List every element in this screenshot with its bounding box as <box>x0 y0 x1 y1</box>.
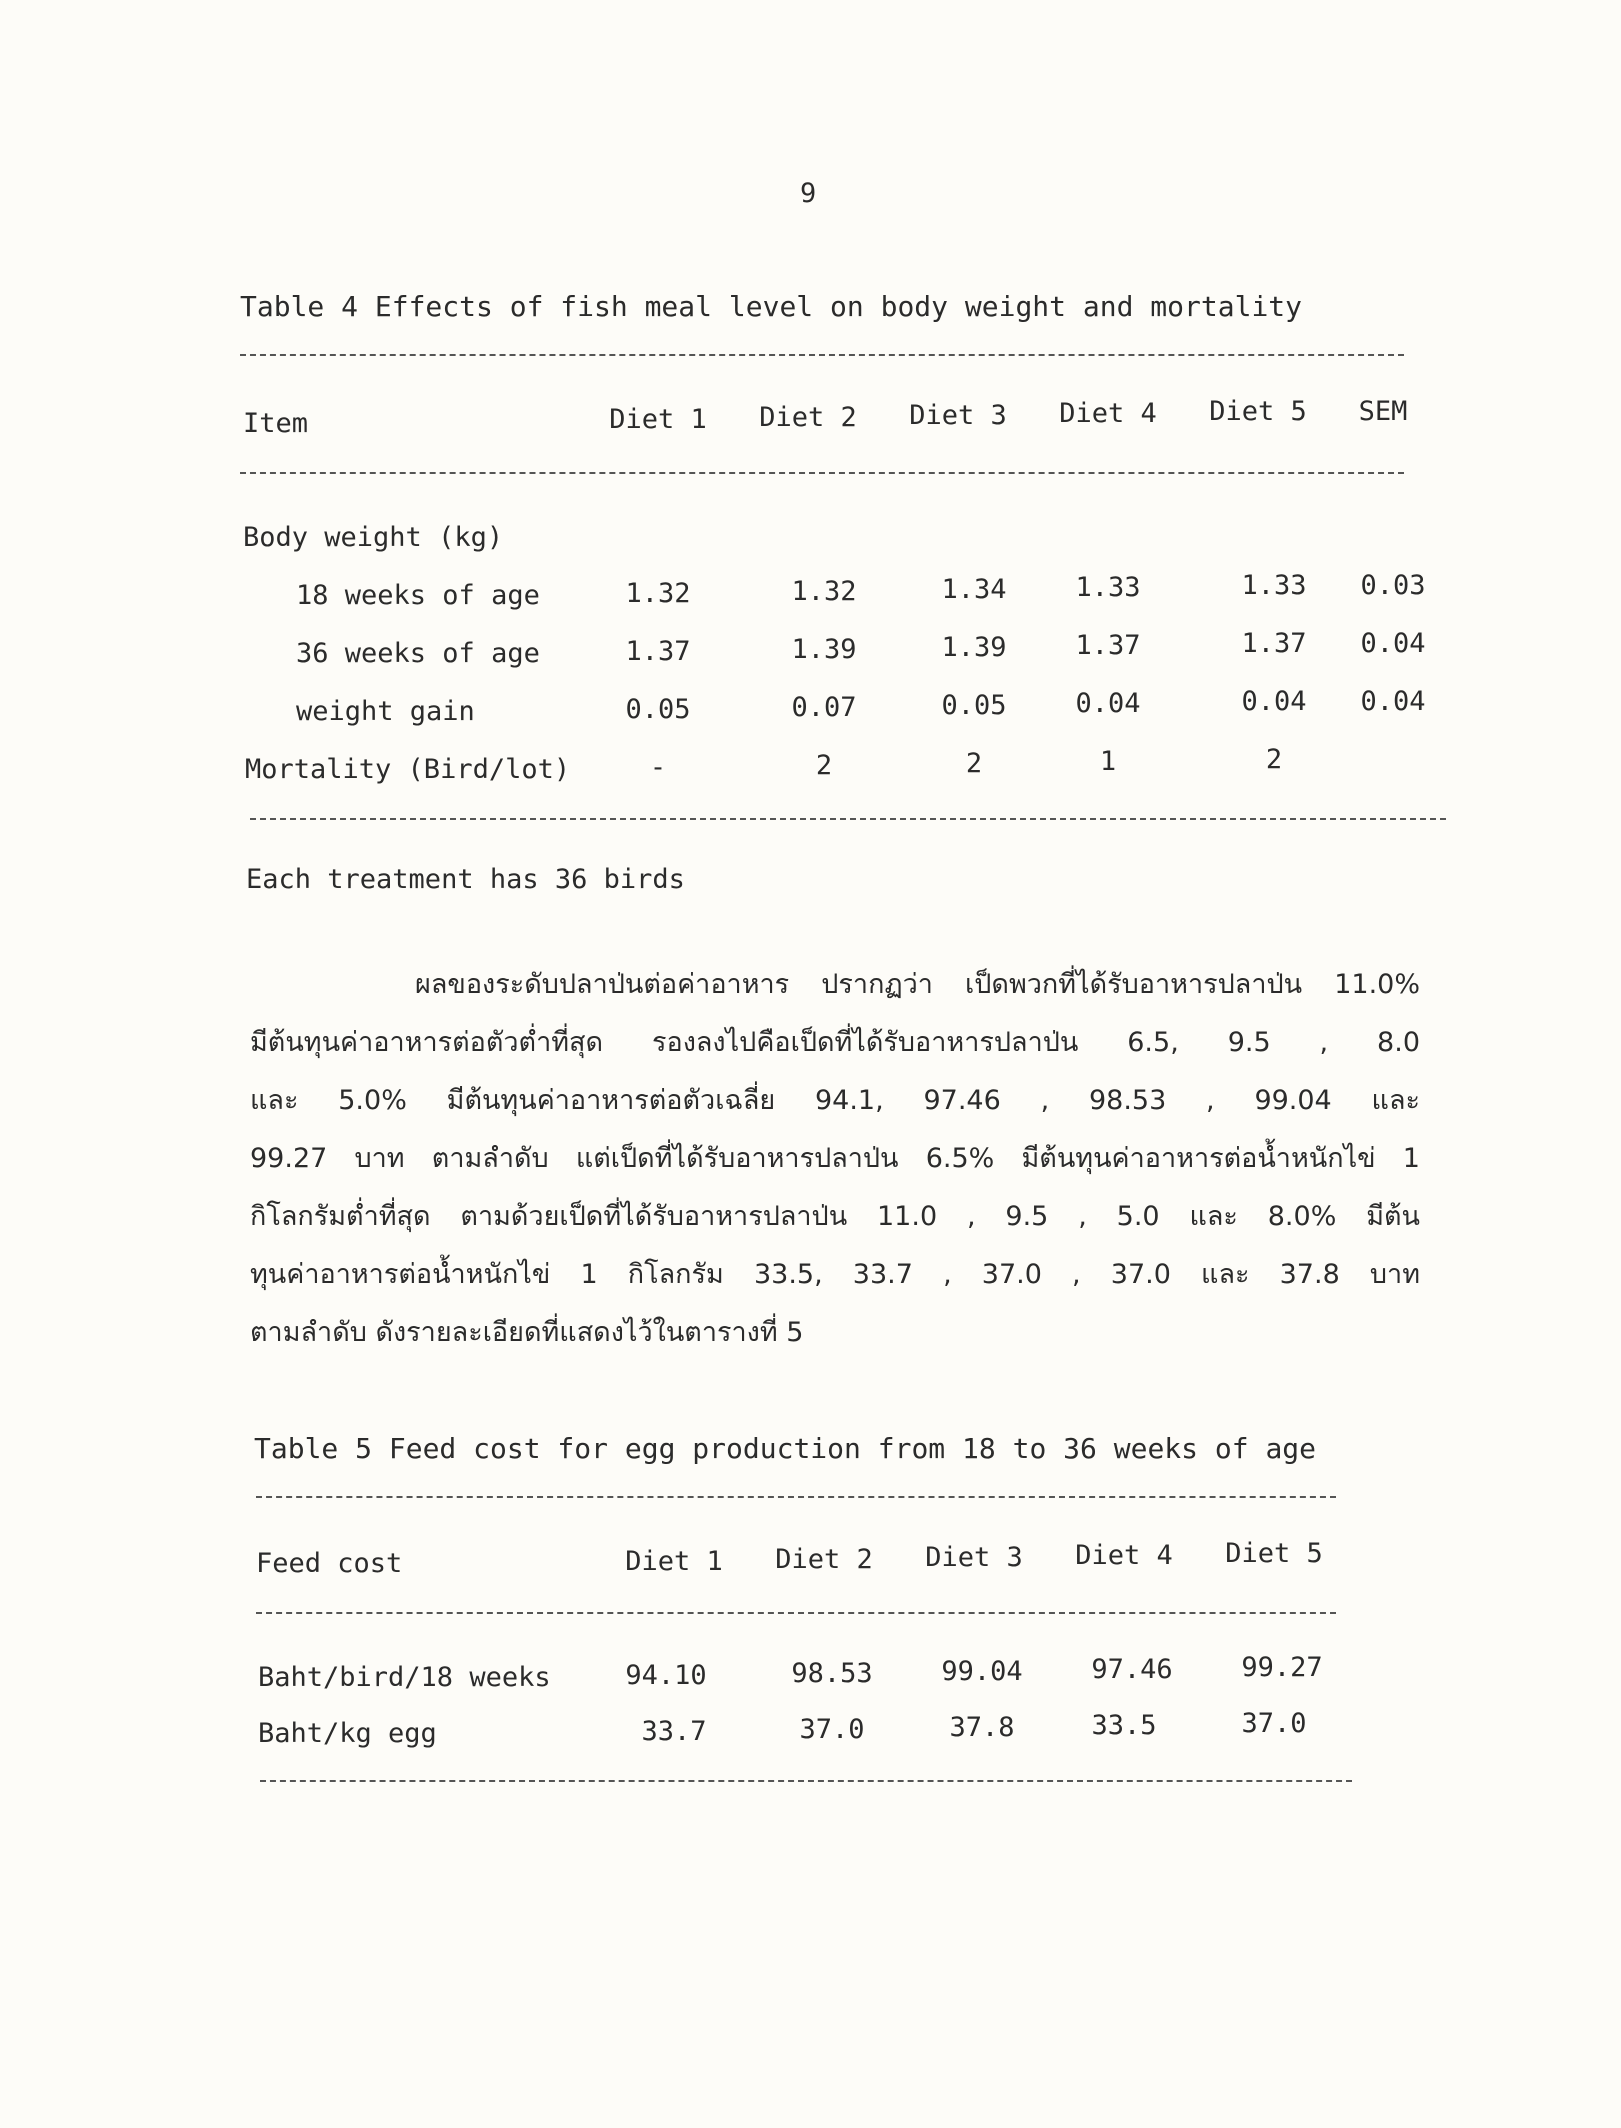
table4-cell: 0.04 <box>1075 688 1141 719</box>
table5-cell: 98.53 <box>791 1658 873 1689</box>
table4-cell: 2 <box>815 750 833 781</box>
table5-caption: Table 5 Feed cost for egg production from 18 to 36 weeks of age <box>254 1432 1317 1465</box>
table4-cell: 1.37 <box>1241 628 1307 659</box>
table5-row-label: Baht/bird/18 weeks <box>258 1662 551 1693</box>
table4-cell: 1.33 <box>1241 570 1307 601</box>
table4-cell: 0.04 <box>1241 686 1307 717</box>
table4-caption: Table 4 Effects of fish meal level on body weight and mortality <box>240 290 1303 323</box>
table5-cell: 99.04 <box>941 1656 1023 1687</box>
table4-cell: 0.05 <box>625 694 691 725</box>
table4-row-label: 18 weeks of age <box>296 580 540 611</box>
table4-header-diet3: Diet 3 <box>909 400 1007 431</box>
body-paragraph <box>250 956 1420 1362</box>
table4-row-label: 36 weeks of age <box>296 638 540 669</box>
table4-row-label: Mortality (Bird/lot) <box>245 754 571 785</box>
page-number: 9 <box>800 178 817 209</box>
table4-cell: 1.39 <box>941 632 1007 663</box>
table5-cell: 33.5 <box>1091 1710 1157 1741</box>
table4-header-rule <box>240 472 1404 474</box>
table4-header-diet1: Diet 1 <box>609 404 707 435</box>
table4-cell: 1.33 <box>1075 572 1141 603</box>
paragraph-line: ทุนค่าอาหารต่อน้ำหนักไข่ 1 กิโลกรัม 33.5, 33.7 , 37.0 , 37.0 และ 37.8 บาท <box>250 1259 1420 1290</box>
table4-cell: 2 <box>1265 744 1283 775</box>
paragraph-line: 99.27 บาท ตามลำดับ แต่เป็ดที่ได้รับอาหารปลาป่น 6.5% มีต้นทุนค่าอาหารต่อน้ำหนักไข่ 1 <box>250 1143 1420 1174</box>
table5-cell: 37.0 <box>799 1714 865 1745</box>
paragraph-line: มีต้นทุนค่าอาหารต่อตัวต่ำที่สุด รองลงไปคือเป็ดที่ได้รับอาหารปลาป่น 6.5, 9.5 , 8.0 <box>250 1027 1420 1058</box>
table4-header-sem: SEM <box>1358 396 1408 427</box>
table5-header-diet3: Diet 3 <box>925 1542 1023 1573</box>
table4-cell: 1.37 <box>625 636 691 667</box>
table5-cell: 94.10 <box>625 1660 707 1691</box>
table5-top-rule <box>256 1496 1336 1498</box>
table4-row-label: weight gain <box>296 696 475 727</box>
table4-cell: 1 <box>1099 746 1117 777</box>
table5-header-feed-cost: Feed cost <box>256 1548 403 1579</box>
table4-header-item: Item <box>243 408 309 439</box>
table4-header-diet5: Diet 5 <box>1209 396 1307 427</box>
table4-note: Each treatment has 36 birds <box>246 864 685 895</box>
table5-header-diet1: Diet 1 <box>625 1546 723 1577</box>
table4-cell: 0.04 <box>1360 686 1426 717</box>
table5-header-rule <box>256 1612 1336 1614</box>
table5-bottom-rule <box>260 1780 1352 1782</box>
paragraph-line: ผลของระดับปลาป่นต่อค่าอาหาร ปรากฏว่า เป็ดพวกที่ได้รับอาหารปลาป่น 11.0% <box>415 969 1420 1000</box>
table4-cell: - <box>649 752 667 783</box>
table5-cell: 33.7 <box>641 1716 707 1747</box>
table4-cell: 1.32 <box>791 576 857 607</box>
table4-cell: 1.32 <box>625 578 691 609</box>
table4-cell: 1.37 <box>1075 630 1141 661</box>
table4-cell: 1.34 <box>941 574 1007 605</box>
paragraph-line: และ 5.0% มีต้นทุนค่าอาหารต่อตัวเฉลี่ย 94.1, 97.46 , 98.53 , 99.04 และ <box>250 1085 1420 1116</box>
table5-header-diet5: Diet 5 <box>1225 1538 1323 1569</box>
table4-cell: 1.39 <box>791 634 857 665</box>
table4-header-diet2: Diet 2 <box>759 402 857 433</box>
table4-cell: 0.05 <box>941 690 1007 721</box>
table5-cell: 37.0 <box>1241 1708 1307 1739</box>
table4-cell: 2 <box>965 748 983 779</box>
paragraph-line: ตามลำดับ ดังรายละเอียดที่แสดงไว้ในตารางที่ 5 <box>250 1317 804 1348</box>
table4-cell: 0.03 <box>1360 570 1426 601</box>
table4-cell: 0.04 <box>1360 628 1426 659</box>
table5-cell: 97.46 <box>1091 1654 1173 1685</box>
table5-cell: 37.8 <box>949 1712 1015 1743</box>
table4-header-diet4: Diet 4 <box>1059 398 1157 429</box>
table4-bottom-rule <box>250 818 1446 820</box>
table5-row-label: Baht/kg egg <box>258 1718 437 1749</box>
table4-section-label: Body weight (kg) <box>243 522 504 553</box>
paragraph-line: กิโลกรัมต่ำที่สุด ตามด้วยเป็ดที่ได้รับอาหารปลาป่น 11.0 , 9.5 , 5.0 และ 8.0% มีต้น <box>250 1201 1420 1232</box>
table4-top-rule <box>240 354 1404 356</box>
table4-cell: 0.07 <box>791 692 857 723</box>
table5-cell: 99.27 <box>1241 1652 1323 1683</box>
table5-header-diet2: Diet 2 <box>775 1544 873 1575</box>
table5-header-diet4: Diet 4 <box>1075 1540 1173 1571</box>
